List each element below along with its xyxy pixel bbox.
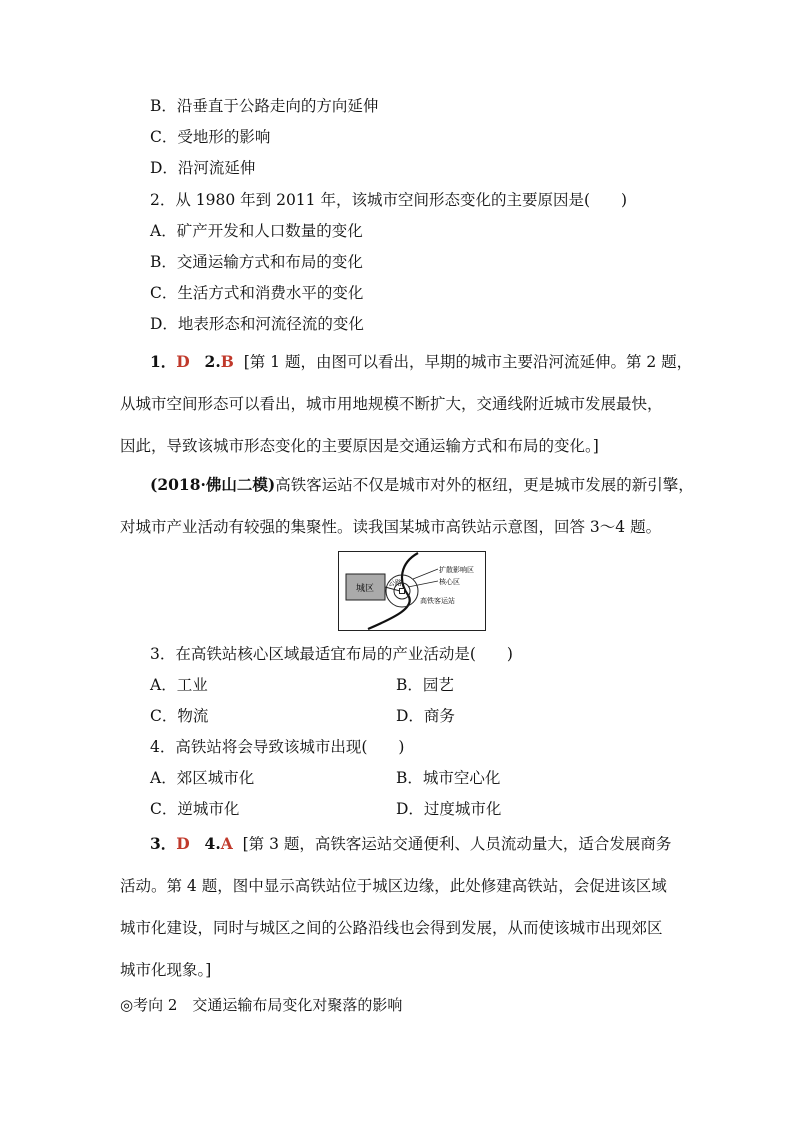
q4-option-d: D．过度城市化 bbox=[396, 800, 502, 818]
q3-option-b: B．园艺 bbox=[396, 676, 454, 694]
answer-label: 1． bbox=[150, 352, 177, 371]
q4-option-b: B．城市空心化 bbox=[396, 769, 501, 787]
q1-option-b: B．沿垂直于公路走向的方向延伸 bbox=[150, 97, 379, 115]
road-label: 公路 bbox=[388, 579, 402, 587]
q2-stem: 2．从 1980 年到 2011 年，该城市空间形态变化的主要原因是( ) bbox=[150, 191, 628, 209]
q4-stem: 4．高铁站将会导致该城市出现( ) bbox=[150, 738, 405, 756]
q2-option-d: D．地表形态和河流径流的变化 bbox=[150, 315, 364, 333]
station-marker bbox=[400, 589, 405, 594]
intro-text: 对城市产业活动有较强的集聚性。读我国某城市高铁站示意图，回答 3～4 题。 bbox=[120, 518, 662, 536]
core-zone-label: 核心区 bbox=[439, 578, 460, 586]
q2-option-b: B．交通运输方式和布局的变化 bbox=[150, 253, 363, 271]
q3-option-a: A．工业 bbox=[150, 676, 208, 694]
answer-key-4: A bbox=[220, 834, 233, 853]
city-label: 城区 bbox=[356, 584, 375, 594]
q3-option-c: C．物流 bbox=[150, 707, 209, 725]
answer-key-3: D bbox=[176, 834, 190, 853]
q3-option-d: D．商务 bbox=[396, 707, 455, 725]
answer-explanation: 从城市空间形态可以看出，城市用地规模不断扩大，交通线附近城市发展最快， bbox=[120, 395, 663, 413]
q2-option-c: C．生活方式和消费水平的变化 bbox=[150, 284, 364, 302]
q4-option-a: A．郊区城市化 bbox=[150, 769, 255, 787]
answer-line bbox=[150, 834, 671, 854]
spread-zone-label: 扩散影响区 bbox=[439, 566, 474, 574]
q2-option-a: A．矿产开发和人口数量的变化 bbox=[150, 222, 363, 240]
high-speed-rail-station-diagram bbox=[338, 551, 486, 631]
q3-stem: 3．在高铁站核心区域最适宜布局的产业活动是( ) bbox=[150, 645, 513, 663]
intro-line bbox=[150, 475, 694, 495]
answer-key-2: B bbox=[220, 352, 234, 371]
answer-explanation: 因此，导致该城市形态变化的主要原因是交通运输方式和布局的变化。] bbox=[120, 437, 599, 455]
q4-option-c: C．逆城市化 bbox=[150, 800, 240, 818]
answer-line bbox=[150, 352, 692, 372]
answer-label: 2. bbox=[204, 352, 221, 371]
q1-option-d: D．沿河流延伸 bbox=[150, 159, 256, 177]
answer-label: 3． bbox=[150, 834, 177, 853]
source-citation: (2018·佛山二模) bbox=[150, 475, 276, 494]
answer-key-1: D bbox=[176, 352, 190, 371]
answer-label: 4. bbox=[204, 834, 221, 853]
station-label: 高铁客运站 bbox=[420, 597, 455, 605]
answer-explanation: 城市化建设，同时与城区之间的公路沿线也会得到发展，从而使该城市出现郊区 bbox=[120, 919, 663, 937]
answer-explanation: [第 1 题，由图可以看出，早期的城市主要沿河流延伸。第 2 题， bbox=[243, 353, 693, 371]
answer-explanation: 活动。第 4 题，图中显示高铁站位于城区边缘，此处修建高铁站，会促进该区域 bbox=[120, 877, 667, 895]
answer-explanation: 城市化现象。] bbox=[120, 961, 212, 979]
intro-text: 高铁客运站不仅是城市对外的枢纽，更是城市发展的新引擎， bbox=[275, 476, 694, 494]
section-heading: ◎考向 2 交通运输布局变化对聚落的影响 bbox=[120, 996, 403, 1014]
q1-option-c: C．受地形的影响 bbox=[150, 128, 271, 146]
answer-explanation: [第 3 题，高铁客运站交通便利、人员流动量大，适合发展商务 bbox=[242, 835, 672, 853]
